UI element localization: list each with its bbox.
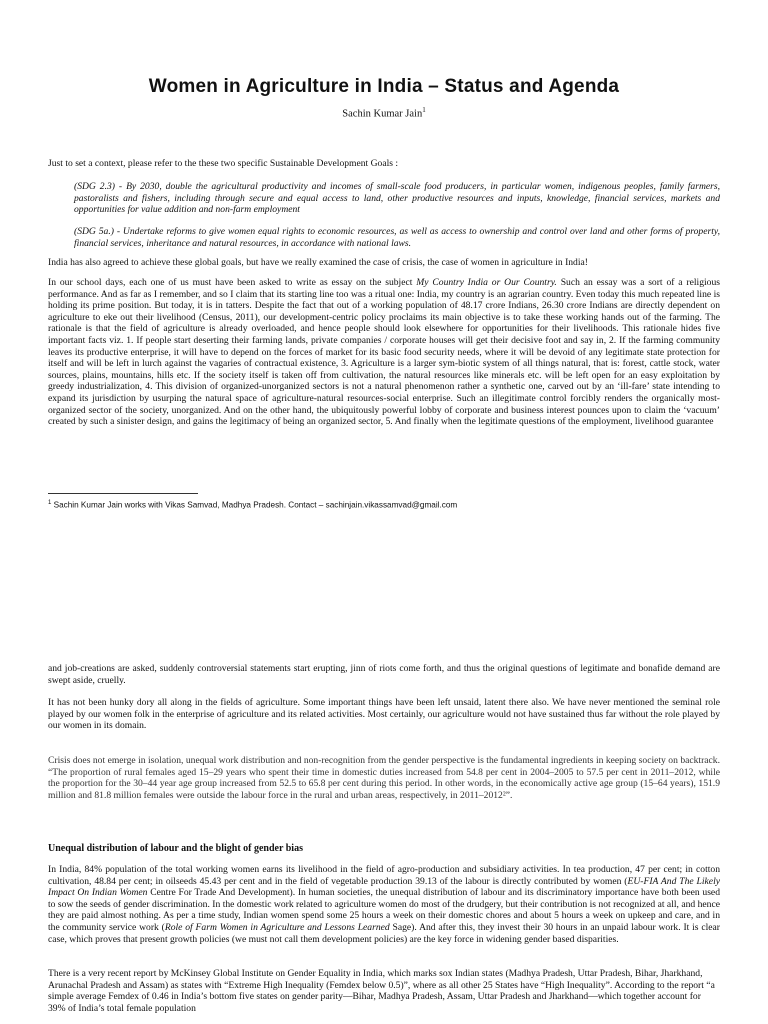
paragraph-job-creations: and job-creations are asked, suddenly controversial statements start erupting, jinn of riots come forth, and thus the original questions of legitimate and bonafide demand are swept aside, cruelly.: [48, 663, 720, 686]
document-title: Women in Agriculture in India – Status and Agenda: [148, 76, 620, 97]
author-name: Sachin Kumar Jain: [342, 108, 423, 120]
paragraph-india-agreed: India has also agreed to achieve these global goals, but have we really examined the case of crisis, the case of women in agriculture in India!: [48, 257, 588, 268]
footnote-mark: 1: [48, 500, 52, 506]
paragraph-crisis: Crisis does not emerge in isolation, unequal work distribution and non-recognition from the gender perspective is the fundamental ingredients in keeping society on backtrack. “The proportion of rural females aged 15–29 years who spent their time in domestic duties increased from 54.8 per cent in 2004–2005 to 57.5 per cent in 2011–2012, while the proportion for the 30–44 year age group increased from 52.5 to 65.8 per cent during this period. In other words, in the economically active age group (15–64 years), 151.9 million and 81.8 million females were outside the labour force in the rural and urban areas, respectively, in 2011–2012²”.: [48, 755, 720, 801]
paragraph-school-days: [48, 277, 720, 428]
sdg-2-3-quote: (SDG 2.3) - By 2030, double the agricultural productivity and incomes of small-scale food producers, in particular women, indigenous peoples, family farmers, pastoralists and fishers, including through secure and equal access to land, other productive resources and inputs, knowledge, financial services, markets and opportunities for value addition and non-farm employment: [74, 181, 720, 216]
paragraph-mckinsey-report: There is a very recent report by McKinsey Global Institute on Gender Equality in India, which marks sox Indian states (Madhya Pradesh, Uttar Pradesh, Bihar, Jharkhand, Arunachal Pradesh and Assam) as states with “Extreme High Inequality (Femdex below 0.5)”, where as all other 25 States have “High Inequality”. According to the report “a simple average Femdex of 0.46 in India’s bottom five states on gender parity—Bihar, Madhya Pradesh, Assam, Uttar Pradesh and Jharkhand—which together account for 39% of India’s total female population: [48, 968, 715, 1014]
paragraph-school-text-1: In our school days, each one of us must have been asked to write as essay on the subject: [48, 277, 417, 288]
paragraph-school-essay-title: My Country India or Our Country.: [416, 277, 557, 288]
paragraph-hunky-dory: It has not been hunky dory all along in the fields of agriculture. Some important things have been left unsaid, latent there also. We have never mentioned the seminal role played by our women folk in the enterprise of agriculture and its related activities. Most certainly, our agriculture would not have sustained thus far without the role played by our women in its domain.: [48, 697, 720, 732]
sdg-5a-quote: (SDG 5a.) - Undertake reforms to give women equal rights to economic resources, as well as access to ownership and control over land and other forms of property, financial services, inheritance and natural resources, in accordance with national laws.: [74, 226, 720, 249]
paragraph-84-citation-1: EU-FIA And The Likely Impact On Indian Women: [48, 875, 720, 899]
section-heading-unequal-distribution: Unequal distribution of labour and the blight of gender bias: [48, 843, 303, 854]
author-footnote-mark: 1: [422, 106, 426, 114]
footnote-text: Sachin Kumar Jain works with Vikas Samvad, Madhya Pradesh. Contact – sachinjain.vikassamvad@gmail.com: [53, 500, 458, 510]
footnote: [48, 500, 720, 510]
footnote-divider: [48, 493, 198, 494]
paragraph-84-citation-2: Role of Farm Women in Agriculture and Lessons Learned: [164, 921, 390, 933]
author-line: [48, 106, 720, 120]
paragraph-school-text-2: Such an essay was a sort of a religious performance. And as far as I remember, and so I claim that its starting line too was a ritual one: India, my country is an agrarian country. Even today this much repeated line is holding its prime position. But today, it is in tatters. Despite the fact that out of a working population of 48.17 crore Indians, 26.30 crore Indians are directly dependent on agriculture to eke out their livelihood (Census, 2011), our development-centric policy proclaims its main objective is to take these working hands out of the farming. The rationale is that the field of agriculture is already overloaded, and hence people should look elsewhere for opportunities for their livelihoods. This rationale hides five important facts viz. 1. If people start deserting their farming lands, private companies / corporate houses will get their decisive foot and say in, 2. If the farming community leaves its productive enterprise, it will have to depend on the forces of market for its basic food security needs, where it will be devoid of any legitimate state protection for itself and will be left in lurch against the vagaries of contractual existence, 3. Agriculture is a larger sym-biotic system of all things natural, that is: forest, cattle stock, water sources, plains, mountains, hills etc. If the society itself is taken off from cultivation, the natural resources like minerals etc. will be left open for an easy exploitation by greedy industrialization, 4. This division of organized-unorganized sectors is not a natural phenomenon rather a synthetic one, carved out by an ‘ill-fare’ state intending to expand its jurisdiction by usurping the natural space of agriculture-natural resources-social enterprise. Such an illegitimate control forcibly renders the organically most-organized sector of the society, unorganized. And on the other hand, the ubiquitously powerful lobby of corporate and business interest pounces upon to claim the ‘vacuum’ created by such a sinister design, and gains the legitimacy of being an organized sector, 5. And finally when the legitimate questions of the employment, livelihood guarantee: [48, 277, 720, 428]
paragraph-84-text-3: Sage). And after this, they invest their 30 hours in an unpaid labour work. It is clear case, which proves that present growth policies (we must not call them development policies) are the key force in widening gender based disparities.: [48, 921, 721, 945]
paragraph-women-workforce: [48, 864, 720, 945]
paragraph-84-text-2: Centre For Trade And Development). In human societies, the unequal distribution of labour and its discriminatory importance have both been used to sow the seeds of gender discrimination. In the domestic work related to agriculture women do most of the drudgery, but their contribution is not recognized at all, and hence they are paid almost nothing. As per a time study, Indian women spend some 25 hours a week on their domestic chores and about 5 hours a week on upkeep and care, and in the community service work (: [48, 887, 720, 933]
paragraph-84-text-1: In India, 84% population of the total working women earns its livelihood in the field of agro-production and subsidiary activities. In tea production, 47 per cent; in cotton cultivation, 48.84 per cent; in oilseeds 45.43 per cent and in the field of vegetable production 39.13 of the labour is directly contributed by women (: [48, 864, 720, 887]
intro-paragraph: Just to set a context, please refer to the these two specific Sustainable Development Goals :: [48, 158, 399, 169]
